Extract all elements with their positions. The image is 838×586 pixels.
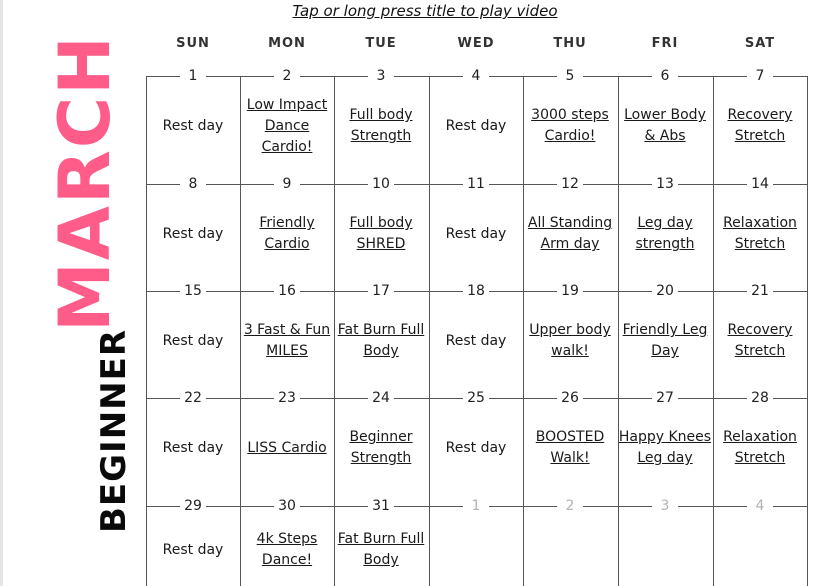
day-number: 3 (652, 497, 678, 515)
day-of-week-wed: WED (457, 36, 495, 51)
rest-day-label: Rest day (445, 225, 507, 242)
day-number: 3 (368, 67, 394, 85)
day-number: 14 (747, 175, 773, 193)
level-title-text: BEGINNER (94, 328, 135, 534)
month-title (44, 34, 127, 332)
workout-video-link[interactable]: Lower Body & Abs (624, 107, 706, 144)
day-number: 23 (274, 389, 300, 407)
workout-video-link[interactable]: Fat Burn Full Body (337, 531, 425, 568)
day-number: 2 (274, 67, 300, 85)
day-number: 5 (557, 67, 583, 85)
day-number: 8 (180, 175, 206, 193)
workout-video-link[interactable]: Beginner Strength (349, 429, 413, 466)
day-number: 15 (180, 282, 206, 300)
day-number: 6 (652, 67, 678, 85)
day-number: 1 (463, 497, 489, 515)
day-number: 2 (557, 497, 583, 515)
workout-video-link[interactable]: Relaxation Stretch (723, 429, 797, 466)
workout-video-link[interactable]: Friendly Cardio (259, 215, 315, 252)
day-of-week-tue: TUE (365, 36, 397, 51)
day-number: 13 (652, 175, 678, 193)
day-of-week-sat: SAT (744, 36, 776, 51)
day-number: 29 (180, 497, 206, 515)
rest-day-label: Rest day (162, 541, 224, 558)
workout-video-link[interactable]: Happy Knees Leg day (618, 429, 712, 466)
workout-video-link[interactable]: Relaxation Stretch (723, 215, 797, 252)
workout-video-link[interactable]: Fat Burn Full Body (337, 322, 425, 359)
day-of-week-thu: THU (553, 36, 587, 51)
day-number: 11 (463, 175, 489, 193)
video-instruction-link[interactable]: Tap or long press title to play video (292, 2, 558, 20)
day-number: 30 (274, 497, 300, 515)
day-number: 7 (747, 67, 773, 85)
rest-day-label: Rest day (162, 117, 224, 134)
day-number: 17 (368, 282, 394, 300)
day-number: 16 (274, 282, 300, 300)
workout-video-link[interactable]: Full body SHRED (349, 215, 413, 252)
workout-video-link[interactable]: Friendly Leg Day (622, 322, 708, 359)
day-of-week-fri: FRI (651, 36, 679, 51)
day-number: 26 (557, 389, 583, 407)
workout-video-link[interactable]: BOOSTED Walk! (535, 429, 605, 466)
day-number: 10 (368, 175, 394, 193)
day-number: 27 (652, 389, 678, 407)
workout-video-link[interactable]: Full body Strength (349, 107, 413, 144)
workout-video-link[interactable]: 3000 steps Cardio! (531, 107, 609, 144)
column-divider-line (807, 76, 808, 586)
day-number: 18 (463, 282, 489, 300)
rest-day-label: Rest day (162, 439, 224, 456)
workout-video-link[interactable]: 3 Fast & Fun MILES (243, 322, 331, 359)
rest-day-label: Rest day (445, 332, 507, 349)
workout-video-link[interactable]: All Standing Arm day (527, 215, 613, 252)
level-title (94, 328, 135, 534)
day-of-week-sun: SUN (176, 36, 210, 51)
day-number: 4 (747, 497, 773, 515)
day-number: 22 (180, 389, 206, 407)
day-number: 31 (368, 497, 394, 515)
day-number: 19 (557, 282, 583, 300)
workout-video-link[interactable]: Upper body walk! (529, 322, 611, 359)
workout-video-link[interactable]: 4k Steps Dance! (256, 531, 318, 568)
day-number: 1 (180, 67, 206, 85)
day-number: 25 (463, 389, 489, 407)
left-edge-divider (0, 0, 3, 586)
rest-day-label: Rest day (445, 117, 507, 134)
workout-video-link[interactable]: Recovery Stretch (727, 322, 793, 359)
rest-day-label: Rest day (162, 225, 224, 242)
rest-day-label: Rest day (162, 332, 224, 349)
day-number: 28 (747, 389, 773, 407)
month-title-text: MARCH (44, 34, 127, 332)
workout-video-link[interactable]: Leg day strength (635, 215, 695, 252)
day-number: 24 (368, 389, 394, 407)
day-number: 12 (557, 175, 583, 193)
day-number: 4 (463, 67, 489, 85)
workout-video-link[interactable]: LISS Cardio (247, 439, 327, 456)
workout-video-link[interactable]: Recovery Stretch (727, 107, 793, 144)
day-number: 21 (747, 282, 773, 300)
rest-day-label: Rest day (445, 439, 507, 456)
day-of-week-mon: MON (268, 36, 306, 51)
day-number: 9 (274, 175, 300, 193)
day-number: 20 (652, 282, 678, 300)
workout-video-link[interactable]: Low Impact Dance Cardio! (246, 96, 328, 155)
